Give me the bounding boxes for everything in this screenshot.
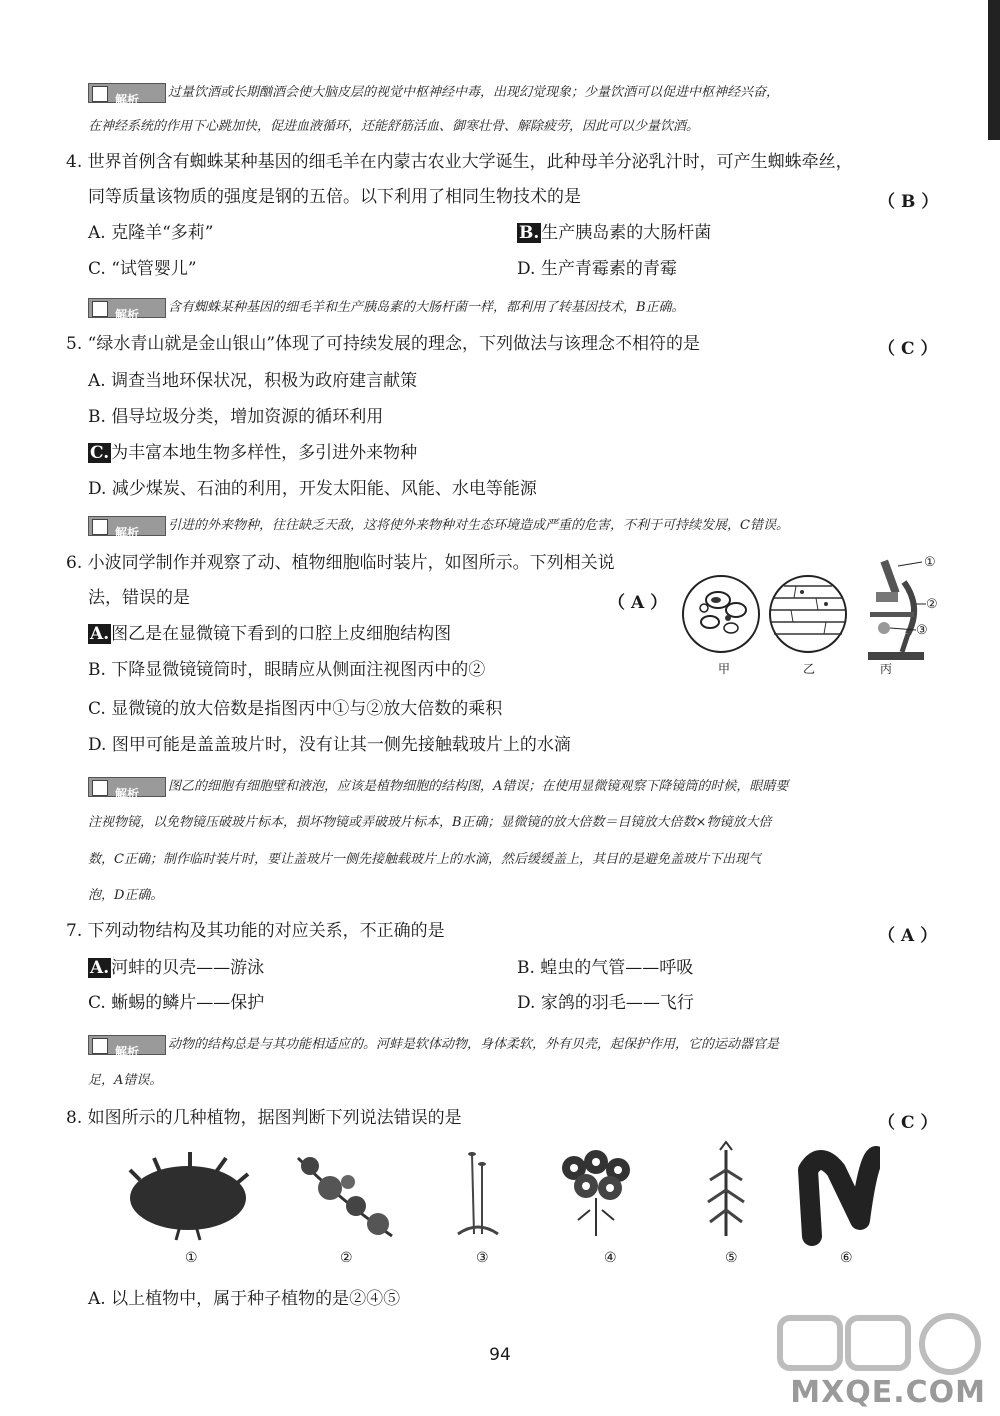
question-5-option-d: D. 减少煤炭、石油的利用，开发太阳能、风能、水电等能源	[88, 479, 537, 499]
figure-label-yi: 乙	[803, 662, 816, 676]
question-8-answer: （C）	[878, 1113, 944, 1133]
question-8-stem: 8. 如图所示的几种植物，据图判断下列说法错误的是	[66, 1108, 462, 1128]
plant-label-4: ④	[604, 1250, 617, 1266]
analysis-q7-cont: 足，A错误。	[88, 1073, 163, 1088]
plant-label-2: ②	[340, 1250, 353, 1266]
question-6-option-c: C. 显微镜的放大倍数是指图丙中①与②放大倍数的乘积	[88, 699, 503, 719]
analysis-badge-icon: 解析	[88, 516, 166, 536]
plant-6-seaweed-icon	[808, 1156, 876, 1236]
analysis-q4: 解析 含有蜘蛛某种基因的细毛羊和生产胰岛素的大肠杆菌一样，都利用了转基因技术，B正确。	[88, 293, 685, 323]
question-7-option-a: A. 河蚌的贝壳——游泳	[90, 958, 265, 978]
label-circled-3: ③	[916, 623, 928, 638]
question-6-stem: 6. 小波同学制作并观察了动、植物细胞临时装片，如图所示。下列相关说	[66, 553, 615, 573]
watermark-text: MXQE.COM	[790, 1375, 986, 1410]
question-4-option-b: B. 生产胰岛素的大肠杆菌	[519, 223, 712, 243]
analysis-badge-icon: 解析	[88, 298, 166, 318]
analysis-badge-icon: 解析	[88, 83, 166, 103]
analysis-q6-cont2: 数，C正确；制作临时装片时，要让盖玻片一侧先接触载玻片上的水滴，然后缓缓盖上，其目的是避免盖玻片下出现气	[88, 852, 761, 867]
question-7-option-c: C. 蜥蜴的鳞片——保护	[88, 993, 265, 1013]
label-circled-1: ①	[924, 555, 936, 570]
question-5-option-b: B. 倡导垃圾分类，增加资源的循环利用	[88, 407, 384, 427]
page-number: 94	[489, 1345, 511, 1365]
question-4-option-c: C. “试管婴儿”	[88, 259, 197, 279]
analysis-badge-icon: 解析	[88, 777, 166, 797]
figure-label-jia: 甲	[718, 662, 731, 676]
question-6-answer: （A）	[608, 593, 674, 613]
question-8-option-a: A. 以上植物中，属于种子植物的是②④⑤	[88, 1289, 401, 1309]
question-5-answer: （C）	[878, 339, 944, 359]
plant-label-3: ③	[476, 1250, 489, 1266]
figure-label-bing: 丙	[880, 662, 893, 676]
analysis-q6: 解析 图乙的细胞有细胞壁和液泡，应该是植物细胞的结构图，A错误；在使用显微镜观察下降镜筒的时候，眼睛要	[88, 772, 788, 802]
plant-label-5: ⑤	[725, 1250, 738, 1266]
plant-5-corn-icon	[708, 1142, 744, 1236]
figure-jia-cells	[683, 576, 759, 652]
question-6-option-d: D. 图甲可能是盖盖玻片时，没有让其一侧先接触载玻片上的水滴	[88, 735, 571, 755]
question-4-answer: （B）	[878, 192, 945, 212]
label-circled-2: ②	[926, 597, 938, 612]
question-6-option-b: B. 下降显微镜镜筒时，眼睛应从侧面注视图丙中的②	[88, 660, 486, 680]
question-4-stem: 4. 世界首例含有蜘蛛某种基因的细毛羊在内蒙古农业大学诞生，此种母羊分泌乳汁时，可产生蜘蛛牵丝，	[66, 152, 853, 172]
figure-bing-microscope	[868, 555, 938, 660]
analysis-q3-cont: 在神经系统的作用下心跳加快，促进血液循环，还能舒筋活血、御寒壮骨、解除疲劳，因此可以少量饮酒。	[88, 119, 700, 134]
question-6-option-a: A. 图乙是在显微镜下看到的口腔上皮细胞结构图	[90, 624, 452, 644]
analysis-q7: 解析 动物的结构总是与其功能相适应的。河蚌是软体动物，身体柔软，外有贝壳，起保护作用，它的运动器官是	[88, 1030, 779, 1060]
analysis-q6-cont1: 注视物镜，以免物镜压破玻片标本，损坏物镜或弄破玻片标本，B正确；显微镜的放大倍数＝目镜放大倍数×物镜放大倍	[88, 815, 772, 830]
question-7-option-b: B. 蝗虫的气管——呼吸	[517, 958, 694, 978]
plant-label-1: ①	[185, 1250, 198, 1266]
question-4-option-d: D. 生产青霉素的青霉	[517, 259, 677, 279]
plant-2-pine-branch-icon	[298, 1157, 392, 1236]
question-6-stem-cont: 法，错误的是	[88, 588, 190, 608]
plant-3-moss-icon	[458, 1152, 498, 1234]
plant-label-6: ⑥	[840, 1250, 853, 1266]
q6-figure	[676, 552, 946, 672]
question-4-stem-cont: 同等质量该物质的强度是钢的五倍。以下利用了相同生物技术的是	[88, 187, 581, 207]
figure-yi-cells	[770, 576, 846, 652]
page-edge-bar	[988, 0, 1000, 140]
question-7-option-d: D. 家鸽的羽毛——飞行	[517, 993, 694, 1013]
analysis-badge-icon: 解析	[88, 1035, 166, 1055]
analysis-q6-cont3: 泡，D正确。	[88, 888, 164, 903]
question-5-stem: 5. “绿水青山就是金山银山”体现了可持续发展的理念，下列做法与该理念不相符的是	[66, 334, 701, 354]
question-4-option-a: A. 克隆羊“多莉”	[88, 223, 214, 243]
question-5-option-a: A. 调查当地环保状况，积极为政府建言献策	[88, 371, 418, 391]
q8-plants-figure	[120, 1140, 880, 1250]
analysis-q3: 解析 过量饮酒或长期酗酒会使大脑皮层的视觉中枢神经中毒，出现幻觉现象；少量饮酒可以促进中枢神经兴奋，	[88, 78, 779, 108]
question-5-option-c: C. 为丰富本地生物多样性，多引进外来物种	[90, 443, 418, 463]
plant-1-fern-icon	[130, 1152, 248, 1240]
question-7-answer: （A）	[878, 926, 944, 946]
question-7-stem: 7. 下列动物结构及其功能的对应关系，不正确的是	[66, 921, 445, 941]
plant-4-flower-icon	[562, 1150, 630, 1236]
analysis-q5: 解析 引进的外来物种，往往缺乏天敌，这将使外来物种对生态环境造成严重的危害，不利于可持续发展，C错误。	[88, 511, 789, 541]
